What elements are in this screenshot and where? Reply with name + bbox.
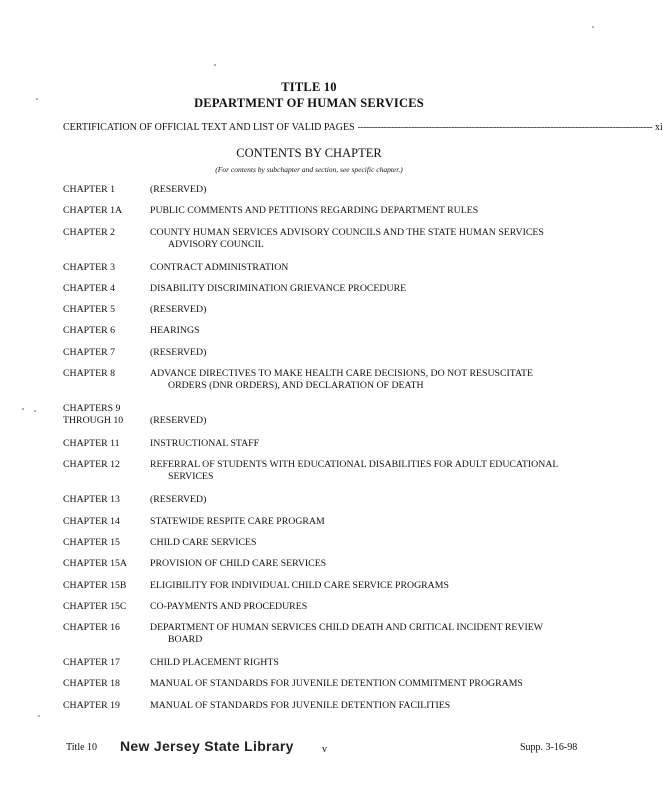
chapter-number-text: CHAPTER 11 [63,438,120,450]
certification-label: CERTIFICATION OF OFFICIAL TEXT AND LIST OF VALID PAGES [63,122,355,133]
chapter-number [63,184,150,196]
chapter-number-text: CHAPTER 15B [63,579,127,591]
chapter-number-text: CHAPTERS 9 [63,403,121,415]
chapter-row [63,657,588,669]
chapter-number-text: CHAPTER 4 [63,282,115,294]
chapter-title [150,262,588,274]
chapter-title-text: REFERRAL OF STUDENTS WITH EDUCATIONAL DISABILITIES FOR ADULT EDUCATIONAL [150,459,559,471]
chapter-number-cont: THROUGH 10 [63,415,124,427]
chapter-number [63,700,150,712]
chapter-number-text: CHAPTER 17 [63,657,120,669]
chapter-title [150,304,588,316]
chapter-title [150,325,588,337]
chapter-row [63,438,588,450]
chapter-number-text: CHAPTER 15 [63,536,120,548]
scan-speck [592,26,594,28]
title-block [0,79,618,111]
chapter-number-text: CHAPTER 15A [63,558,127,570]
chapter-title-text: PROVISION OF CHILD CARE SERVICES [150,558,327,570]
chapter-number [63,494,150,506]
chapter-title-text: (RESERVED) [150,494,207,506]
chapter-title [150,516,588,528]
chapter-title-text: CHILD CARE SERVICES [150,536,257,548]
chapter-number [63,227,150,239]
chapter-title-text: MANUAL OF STANDARDS FOR JUVENILE DETENTION COMMITMENT PROGRAMS [150,678,523,690]
chapter-title [150,368,588,392]
chapter-row [63,325,588,337]
chapter-title [150,205,588,217]
chapter-row [63,262,588,274]
chapter-title [150,580,588,592]
chapter-title [150,537,588,549]
supplement-date: Supp. 3-16-98 [520,742,578,753]
chapter-number [63,368,150,380]
chapter-number [63,622,150,634]
chapter-title [150,227,588,251]
chapter-title [150,184,588,196]
chapter-title-text: HEARINGS [150,325,200,337]
chapter-number [63,580,150,592]
chapter-row [63,494,588,506]
chapter-number [63,601,150,613]
chapter-row [63,368,588,392]
page-number: v [322,744,327,755]
chapter-title-text: ADVANCE DIRECTIVES TO MAKE HEALTH CARE DECISIONS, DO NOT RESUSCITATE [150,368,533,380]
chapter-title [150,494,588,506]
chapter-title-text: (RESERVED) [150,346,207,358]
chapter-title [150,403,588,427]
chapter-title-text: PUBLIC COMMENTS AND PETITIONS REGARDING DEPARTMENT RULES [150,205,479,217]
chapter-title [150,700,588,712]
chapter-title-text: CONTRACT ADMINISTRATION [150,261,289,273]
certification-page: xi [655,122,663,133]
chapter-number [63,283,150,295]
chapter-title-text: ELIGIBILITY FOR INDIVIDUAL CHILD CARE SERVICE PROGRAMS [150,579,449,591]
chapter-number [63,678,150,690]
chapter-number [63,438,150,450]
chapter-number-text: CHAPTER 14 [63,515,120,527]
chapter-number [63,558,150,570]
chapter-row [63,227,588,251]
chapter-title-cont: BOARD [168,634,203,646]
chapter-title-text: DEPARTMENT OF HUMAN SERVICES CHILD DEATH AND CRITICAL INCIDENT REVIEW [150,622,543,634]
chapter-row [63,622,588,646]
certification-line [63,122,663,133]
chapter-title-text: (RESERVED) [150,304,207,316]
chapter-title [150,283,588,295]
chapter-number [63,262,150,274]
chapter-number-text: CHAPTER 3 [63,261,115,273]
chapter-number-text: CHAPTER 8 [63,368,115,380]
chapter-number-text: CHAPTER 6 [63,325,115,337]
chapter-title [150,459,588,483]
chapter-title-text: DISABILITY DISCRIMINATION GRIEVANCE PROCEDURE [150,282,407,294]
chapter-number [63,403,150,427]
chapter-number-text: CHAPTER 12 [63,459,120,471]
chapter-title-text: (RESERVED) [150,184,207,195]
chapter-row [63,283,588,295]
chapter-row [63,580,588,592]
chapter-number-text: CHAPTER 1 [63,184,115,195]
chapter-title [150,622,588,646]
chapter-number [63,657,150,669]
contents-heading: CONTENTS BY CHAPTER [236,146,382,160]
chapter-row [63,558,588,570]
chapter-title-cont: ADVISORY COUNCIL [168,238,264,250]
chapter-number [63,325,150,337]
chapter-title-text: MANUAL OF STANDARDS FOR JUVENILE DETENTION FACILITIES [150,699,451,711]
chapter-number-text: CHAPTER 1A [63,205,123,217]
chapter-title-cont: SERVICES [168,471,214,483]
chapter-row [63,347,588,359]
chapter-row [63,700,588,712]
chapter-row [63,537,588,549]
scan-speck [36,98,38,100]
chapter-title-cont: ORDERS (DNR ORDERS), AND DECLARATION OF DEATH [168,380,424,392]
chapter-title-text: STATEWIDE RESPITE CARE PROGRAM [150,515,325,527]
chapter-title [150,438,588,450]
chapter-number [63,459,150,471]
chapter-number-text: CHAPTER 15C [63,600,127,612]
scan-speck [38,715,40,717]
chapter-title [150,657,588,669]
chapter-title [150,601,588,613]
chapter-row [63,184,588,196]
chapter-title-text: CHILD PLACEMENT RIGHTS [150,657,279,669]
library-stamp: New Jersey State Library [120,738,294,754]
chapter-title-text: (RESERVED) [150,415,207,427]
chapter-list [63,184,588,721]
chapter-number-text: CHAPTER 18 [63,678,120,690]
chapter-title-text: COUNTY HUMAN SERVICES ADVISORY COUNCILS AND THE STATE HUMAN SERVICES [150,226,544,238]
chapter-number-text: CHAPTER 13 [63,494,120,506]
chapter-number-text: CHAPTER 19 [63,699,120,711]
chapter-title [150,678,588,690]
chapter-number-text: CHAPTER 2 [63,226,115,238]
chapter-number-text: CHAPTER 5 [63,304,115,316]
chapter-number-text: CHAPTER 16 [63,622,120,634]
chapter-row [63,516,588,528]
chapter-row [63,678,588,690]
chapter-number [63,516,150,528]
chapter-row [63,601,588,613]
footer-title: Title 10 [66,742,98,753]
chapter-title [150,558,588,570]
chapter-row [63,403,588,427]
chapter-title-text: INSTRUCTIONAL STAFF [150,438,260,450]
chapter-number [63,205,150,217]
chapter-title [150,347,588,359]
chapter-title-text: CO-PAYMENTS AND PROCEDURES [150,600,308,612]
chapter-number [63,347,150,359]
chapter-number [63,537,150,549]
contents-note: (For contents by subchapter and section, see specific chapter.) [215,165,403,174]
scan-speck [214,64,216,66]
scan-speck [22,408,24,410]
chapter-row [63,304,588,316]
scan-speck [34,410,36,412]
title-number: TITLE 10 [281,80,337,94]
chapter-row [63,459,588,483]
chapter-number [63,304,150,316]
department-title: DEPARTMENT OF HUMAN SERVICES [194,96,424,110]
chapter-number-text: CHAPTER 7 [63,346,115,358]
dot-leader: -------------------------------------------------------------------------------------------------------- [357,122,652,133]
chapter-row [63,205,588,217]
